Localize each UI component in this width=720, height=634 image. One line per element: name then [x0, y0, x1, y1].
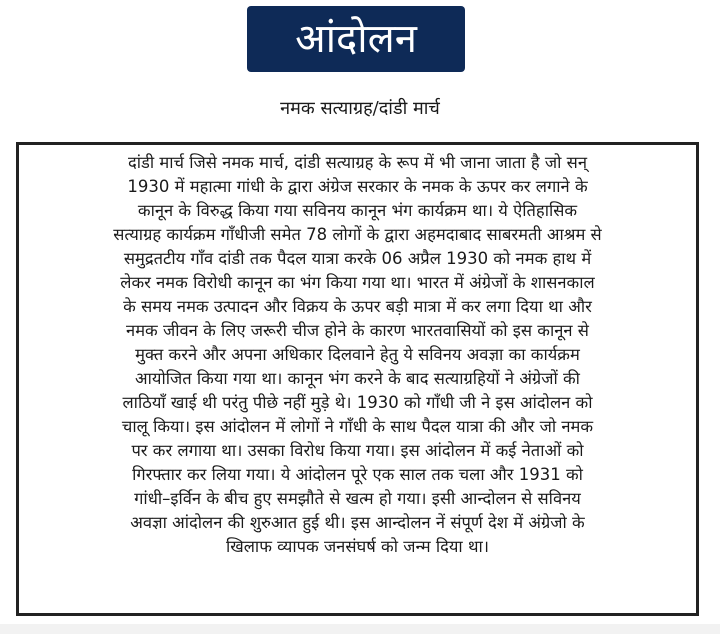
content-line: आयोजित किया गया था। कानून भंग करने के बाद सत्याग्रहियों ने अंग्रेजों की: [135, 369, 580, 388]
page-title: नमक सत्याग्रह/दांडी मार्च: [280, 98, 440, 119]
content-line: दांडी मार्च जिसे नमक मार्च, दांडी सत्याग्रह के रूप में भी जाना जाता है जो सन्: [128, 153, 587, 172]
content-line: 1930 में महात्मा गांधी के द्वारा अंग्रेज सरकार के नमक के ऊपर कर लगाने के: [127, 177, 588, 196]
content-line: के समय नमक उत्पादन और विक्रय के ऊपर बड़ी मात्रा में कर लगा दिया था और: [123, 297, 592, 316]
content-line: मुक्त करने और अपना अधिकार दिलवाने हेतु ये सविनय अवज्ञा का कार्यक्रम: [135, 345, 580, 364]
bottom-strip: [0, 624, 720, 634]
content-line: गिरफ्तार कर लिया गया। ये आंदोलन पूरे एक साल तक चला और 1931 को: [132, 465, 583, 484]
content-line: सत्याग्रह कार्यक्रम गाँधीजी समेत 78 लोगों के द्वारा अहमदाबाद साबरमती आश्रम से: [113, 225, 602, 244]
content-line: लेकर नमक विरोधी कानून का भंग किया गया था। भारत में अंग्रेजों के शासनकाल: [120, 273, 595, 292]
content-line: अवज्ञा आंदोलन की शुरुआत हुई थी। इस आन्दोलन नें संपूर्ण देश में अंग्रेजो के: [130, 513, 585, 532]
content-box: [16, 142, 699, 616]
content-line: लाठियाँ खाई थी परंतु पीछे नहीं मुड़े थे। 1930 को गाँधी जी ने इस आंदोलन को: [122, 393, 593, 412]
header-badge: [247, 6, 465, 72]
content-line: पर कर लगाया था। उसका विरोध किया गया। इस आंदोलन में कई नेताओं को: [131, 441, 584, 460]
content-line: खिलाफ व्यापक जनसंघर्ष को जन्म दिया था।: [225, 537, 490, 556]
content-line: समुद्रतटीय गाँव दांडी तक पैदल यात्रा करके 06 अप्रैल 1930 को नमक हाथ में: [123, 249, 592, 268]
content-line: गांधी–इर्विन के बीच हुए समझौते से खत्म हो गया। इसी आन्दोलन से सविनय: [134, 489, 581, 508]
content-line: कानून के विरुद्ध किया गया सविनय कानून भंग कार्यक्रम था। ये ऐतिहासिक: [137, 201, 578, 220]
header-badge-text: आंदोलन: [295, 16, 417, 62]
content-line: चालू किया। इस आंदोलन में लोगों ने गाँधी के साथ पैदल यात्रा की और जो नमक: [121, 417, 594, 436]
content-line: नमक जीवन के लिए जरूरी चीज होने के कारण भारतवासियों को इस कानून से: [126, 321, 589, 340]
